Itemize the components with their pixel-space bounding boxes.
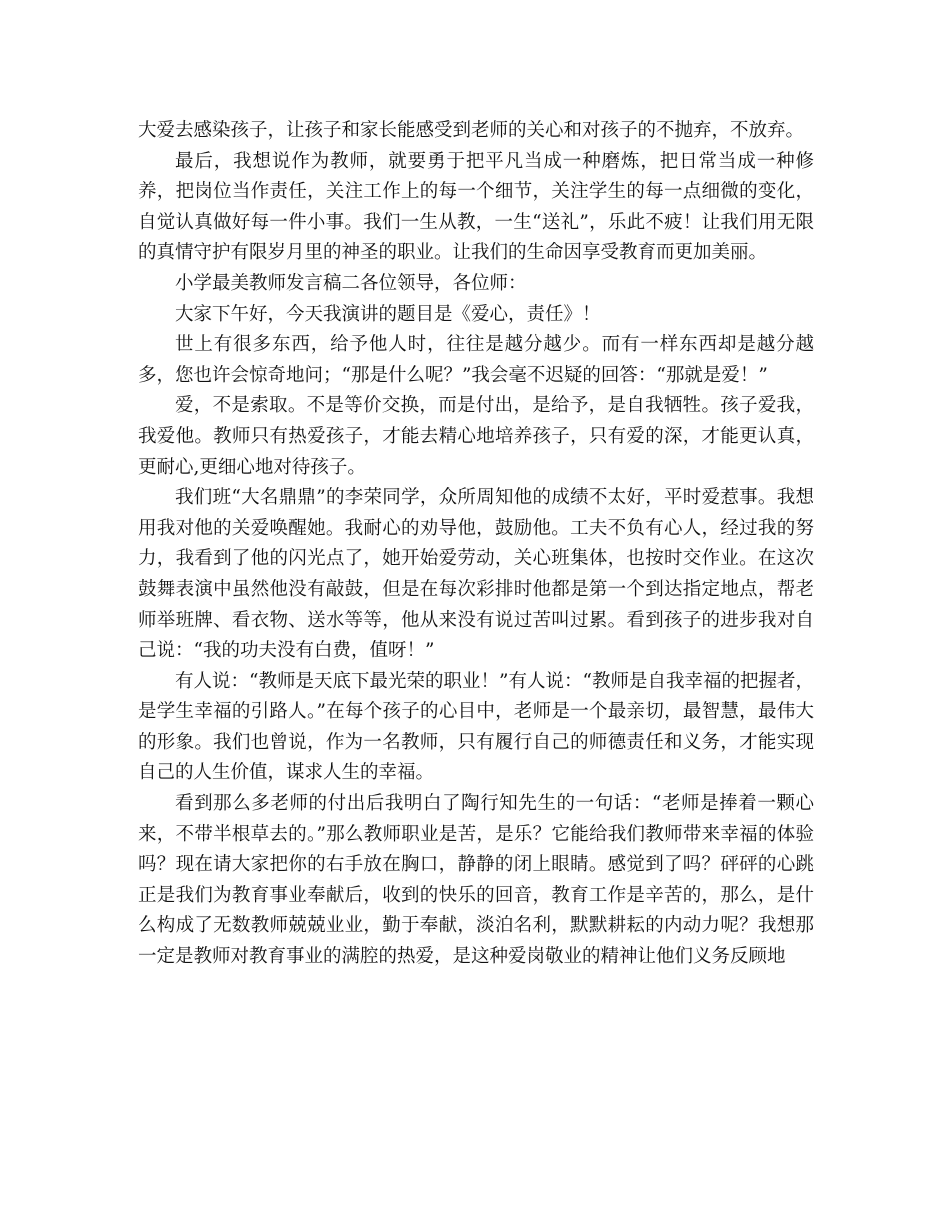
speech-heading: 小学最美教师发言稿二各位领导，各位师： [175, 272, 527, 294]
paragraph-8: 有人说：“教师是天底下最光荣的职业！”有人说：“教师是自我幸福的把握者，是学生幸福的引路人。”在每个孩子的心目中，老师是一个最亲切，最智慧，最伟大的形象。我们也曾说，作为一名教师，只有履行自己的师德责任和义务，才能实现自己的人生价值，谋求人生的幸福。 [138, 670, 814, 784]
paragraph-7: 我们班“大名鼎鼎”的李荣同学，众所周知他的成绩不太好，平时爱惹事。我想用我对他的关爱唤醒她。我耐心的劝导他，鼓励他。工夫不负有心人，经过我的努力，我看到了他的闪光点了，她开始爱劳动，关心班集体，也按时交作业。在这次鼓舞表演中虽然他没有敲鼓，但是在每次彩排时他都是第一个到达指定地点，帮老师举班牌、看衣物、送水等等，他从来没有说过苦叫过累。看到孩子的进步我对自己说：“我的功夫没有白费，值呀！” [138, 487, 814, 662]
paragraph-1: 大爱去感染孩子，让孩子和家长能感受到老师的关心和对孩子的不抛弃，不放弃。 [138, 120, 805, 141]
paragraph-6: 爱，不是索取。不是等价交换，而是付出，是给予，是自我牺牲。孩子爱我，我爱他。教师只有热爱孩子，才能去精心地培养孩子，只有爱的深，才能更认真，更耐心,更细心地对待孩子。 [138, 395, 814, 478]
paragraph-2: 最后，我想说作为教师，就要勇于把平凡当成一种磨炼，把日常当成一种修养，把岗位当作责任，关注工作上的每一个细节，关注学生的每一点细微的变化，自觉认真做好每一件小事。我们一生从教，一生“送礼”，乐此不疲！让我们用无限的真情守护有限岁月里的神圣的职业。让我们的生命因享受教育而更加美丽。 [138, 150, 814, 264]
paragraph-5: 世上有很多东西，给予他人时，往往是越分越少。而有一样东西却是越分越多，您也许会惊奇地问；“那是什么呢？”我会毫不迟疑的回答：“那就是爱！” [138, 334, 814, 386]
document-page [138, 116, 814, 973]
paragraph-9: 看到那么多老师的付出后我明白了陶行知先生的一句话：“老师是捧着一颗心来，不带半根草去的。”那么教师职业是苦，是乐？它能给我们教师带来幸福的体验吗？现在请大家把你的右手放在胸口，静静的闭上眼睛。感觉到了吗？砰砰的心跳正是我们为教育事业奉献后，收到的快乐的回音，教育工作是辛苦的，那么，是什么构成了无数教师兢兢业业，勤于奉献，淡泊名利，默默耕耘的内动力呢？我想那一定是教师对教育事业的满腔的热爱，是这种爱岗敬业的精神让他们义务反顾地 [138, 793, 814, 968]
paragraph-greeting: 大家下午好，今天我演讲的题目是《爱心，责任》！ [175, 303, 601, 325]
